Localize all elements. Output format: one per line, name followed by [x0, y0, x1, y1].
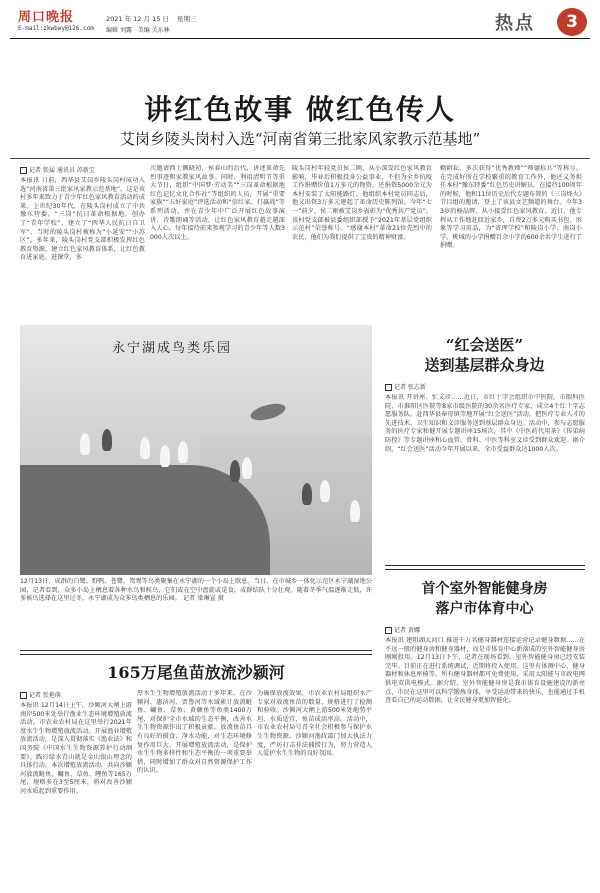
lead-text-2: 次邀请西士侧晓初、侯春山的后代，讲述革命先烈事迹和家教家风故事。同时，利用清明节等重大节日，组织“中国梦·劳动美”“三岗革命根据地红色记忆文化合作社”等组织的人员，开展“重要家族”“五好家庭”评选活动和“信红家、打赢战”等系列活动，并在青少年中广泛开展红色故事演讲、诗歌朗诵等活动，让红色家风教育越走越深入人心。每年接待前来参观学习的青少年等人数3000人次以上。: [150, 165, 285, 241]
medical-title-line-1: “红会送医”: [445, 336, 524, 354]
section-title: 热点: [495, 13, 535, 34]
medical-text: 本报讯 开讲座、忙义诊……近日，市红十字会组织市中医院、市眼科医院、市淮阳区医院等8家市级医院的30余名医疗专家，成立4个红十字志愿服务队，赴西华县奉母镇等地开展“红会送医”活动，把医疗专业人才的先进技术、卫生知识和义诊服务送到基层群众身边。活动中，参与志愿服务的医疗专家和健开展专题讲座15场次，其中《中医药代用茶》《传染病防控》等专题讲座和心血管、骨科、中医等科室义诊受到群众欢迎。据介绍，“红会送医”活动今年开展以来，全市受益群众达1000人次。: [385, 394, 585, 453]
byline-marker-icon: [20, 167, 27, 174]
lead-column-1: [20, 165, 145, 315]
fish-text-3: 为确保放流效果，市农业农村局组织水产专家对放流鱼苗的数量、规格进行了检测和验收。沙颍河大闸上游500米处地势平坦、水质适宜，鱼苗成活率高。活动中，市农业农村局号召全社会积极参与保护水生生物资源。沙颍河渔政部门加大执法力度，严厉打击非法捕捞行为，努力营造人人爱护水生生物的良好氛围。: [257, 690, 372, 758]
fitness-title-line-1: 首个室外智能健身房: [421, 581, 548, 597]
lead-column-3: [292, 165, 432, 315]
fish-article-title: 165万尾鱼苗放流沙颍河: [107, 663, 285, 682]
designer-name: 关东林: [151, 27, 170, 34]
lake-bird-photo: [20, 325, 372, 575]
medical-title-line-2: 送到基层群众身边: [424, 356, 545, 374]
lead-text-1: 本报讯 日前，西华县艾岗乡陵头岗村成功入选“河南省第三批家风家教示范基地”。这是该村多年来致力于青少年红色家风教育活动的成果。上世纪30年代，在陵头岗村成立了中共豫东特委。“三岗”抗日革命根据地，创办了“青年学校”，建立了“西华人民抗日自卫军”，当时的陵头岗村被称为“小延安”“小苏区”。多年来，陵头岗村党支部积极发挥红色教育资源，建立红色家风教育体系，让红色教育进家庭、进课堂，多: [20, 177, 145, 262]
egret-icon: [80, 433, 90, 455]
fish-text-2: 厚水生生物增殖放流活动十多年来，在沙颍河、惠济河、贾鲁河等水域累计放流鲢鱼、鳙鱼、草鱼、黄颡鱼等鱼类1400万尾，对保护全市水域的生态平衡，改善水生生物资源作出了积极贡献。放流鱼苗具有良好的摄食、净水功能，对生态环境修复作用巨大。开展增殖放流活动，是保护水生生物多样性和生态平衡的一项重要举措，同时增加了群众对自然资源保护工作的认识。: [137, 690, 252, 775]
fitness-text: 本报讯 建阳湖大河口 推进千万名健身器材连接运营记录健身数据……在不远一般的健身房和健身器材，而是市体育中心新落成的室外智能健身房刚刚投用。12月13日下午，记者在现场看到，室外智能健身房已经安装完毕。目前正在进行系统调试，近期将投入使用。这里有体测中心、健身器材和休息座椅等，所有健身器材都可免费使用，采用太阳能与市政电网供电双供电模式。据介绍，室外智能健身房是我市体育设施建设的新亮点，市民在这里可以科学锻炼身体，享受运动带来的快乐，也能通过手机查看自己的运动数据，让全民健身更加智能化。: [385, 637, 585, 705]
lead-column-2: [150, 165, 285, 315]
byline-marker-icon: [385, 384, 392, 391]
lead-text-3: 陵头岗村年轻党员侯二刚，从小深受红色家风教育影响，毕业后积极投身公益事业，不但为全乡抗疫工作捐赠价值1万多元的物资，还捐资5000余元为本村安装了太阳能路灯。他组织本村党员同志后，他又出资3万多元建起了革命历史陈列馆。今年“七一”前夕，侯二刚被艾岗乡表彰为“优秀共产党员”。该村党支部被县委组织部授予“2021年基层党组织示范村”荣誉称号。“感谢本村”革命21位先烈中的农民，他们为我们提供了宝贵的精神财富。: [292, 165, 432, 241]
fish-column-2: [137, 690, 252, 885]
byline-marker-icon: [385, 627, 392, 634]
headline-divider: [10, 158, 590, 159]
medical-byline: 记者 张志新: [385, 382, 585, 391]
heron-icon: [230, 460, 240, 482]
fish-column-1: [20, 690, 132, 885]
lead-column-4: [440, 165, 582, 315]
medical-article: [385, 382, 585, 547]
egret-icon: [242, 457, 252, 479]
page-number-badge: 3: [557, 8, 587, 36]
heron-icon: [302, 483, 312, 505]
masthead: [10, 4, 590, 39]
fitness-byline: 记者 黄娜: [385, 625, 585, 634]
photo-caption: 12月13日，成群的白鹭、野鸭、苍鹭、鸳鸯等鸟类聚集在永宁湖的一个小岛上歇息。当日，在市城乡一体化示范区永宁湖湿地公园，记者看到，众多小岛上栖息着各种水鸟和候鸟，它们或在空中盘旋或觅食，成群结队十分壮观。随着冬季气温逐渐走低，许多候鸟选择在这里过冬，永宁湖成为众多鸟类栖息的乐园。 记者 梁琳宣 摄: [20, 578, 372, 603]
fish-text-1: 本报讯 12月14日上午，沙颍河大闸上游南岸500米处举行渔业生态环境增殖放流活动。市农业农村局在这里举行2021年度水生生物增殖放流活动。开展渔业增殖放流活动，是深入贯彻落实《渔业法》和国务院《中国水生生物资源养护行动纲要》、践行绿水青山就是金山银山理念的具体行动。本次增殖放流活动，共向沙颍河放流鲢鱼、鳙鱼、草鱼、鲤鱼等165万尾，规格多在3至5厘米，将对改善沙颍河水质起到重要作用。: [20, 702, 132, 795]
issue-weekday: 星期三: [177, 15, 197, 23]
photo-title: 永宁湖成鸟类乐园: [112, 341, 233, 356]
fish-column-3: [257, 690, 372, 885]
byline-marker-icon: [20, 692, 27, 699]
fish-article-top-rule: [20, 650, 372, 655]
editor-name: 刘露: [119, 27, 132, 34]
heron-icon: [102, 429, 112, 451]
fitness-article: [385, 625, 585, 887]
photo-credit: 记者 梁琳宣 摄: [182, 595, 224, 603]
newspaper-logo: 周口晚报: [18, 10, 75, 25]
issue-date: 2021 年 12 月 15 日: [106, 15, 169, 23]
lead-byline: 记者 张猛 通讯员 苏新宝: [20, 165, 145, 174]
designer-label: 美编: [137, 27, 150, 34]
egret-icon: [350, 500, 360, 522]
fitness-top-rule: [385, 565, 585, 570]
fish-byline: 记者 张艳萌: [20, 690, 132, 699]
egret-icon: [320, 480, 330, 502]
egret-icon: [160, 445, 170, 467]
egret-icon: [140, 437, 150, 459]
email-address: E-mail:zkwbwy@126.com: [18, 25, 94, 32]
lead-headline: 讲红色故事 做红色传人: [144, 93, 456, 126]
flying-heron-icon: [249, 401, 287, 424]
issue-date-line: [106, 14, 203, 23]
lead-text-4: 勤耕耘，多次获得“优秀教师”“师德标兵”等称号。在完成好所在学校繁重的教育工作外，他还义务担任本村“豫东特委”红色历史讲解员。在接待100周年的时候，他和11位历史后代专题布置的《三岗烽火》节目组的邀请，登上了该县文艺频道的舞台。今年33岁的杨晶辉，从小接受红色家风教育。近日，他专程从工作地赶回近家乡，自费2万多元购买书包、形象等学习用品，为“省理学校”和陵岗小学、南岗小学、桃城的小学捐赠百余小学的600余名学生进行了捐赠。: [440, 165, 582, 250]
egret-icon: [178, 441, 188, 463]
fitness-title-line-2: 落户市体育中心: [435, 601, 534, 617]
editor-label: 编辑: [106, 27, 119, 34]
editor-credits: [106, 25, 170, 34]
lead-subheadline: 艾岗乡陵头岗村入选“河南省第三批家风家教示范基地”: [119, 130, 481, 148]
